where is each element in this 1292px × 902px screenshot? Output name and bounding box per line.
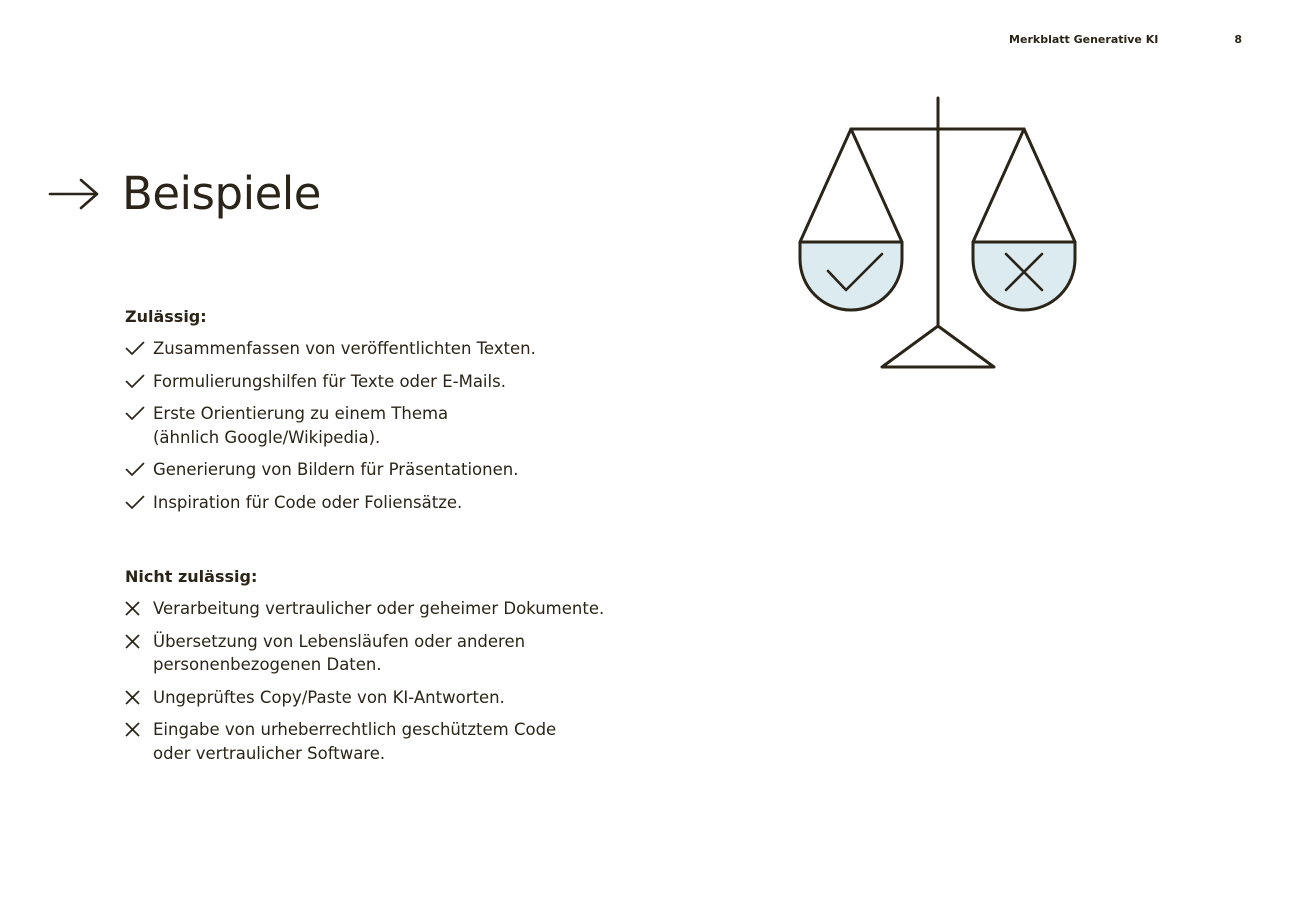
document-title: Merkblatt Generative KI <box>1009 33 1159 46</box>
arrow-right-icon <box>48 177 100 211</box>
list-item-text: Erste Orientierung zu einem Thema (ähnlich Google/Wikipedia). <box>153 404 449 447</box>
denied-list <box>125 597 645 765</box>
check-icon <box>125 491 153 514</box>
check-icon <box>125 402 153 425</box>
list-item <box>125 458 645 482</box>
allowed-section <box>125 306 645 523</box>
list-item <box>125 718 645 765</box>
cross-icon <box>125 597 153 620</box>
denied-section <box>125 566 645 774</box>
check-icon <box>125 458 153 481</box>
cross-icon <box>125 686 153 709</box>
allowed-list <box>125 337 645 514</box>
list-item-text: Ungeprüftes Copy/Paste von KI-Antworten. <box>153 687 505 707</box>
list-item <box>125 630 645 677</box>
list-item <box>125 402 645 449</box>
check-icon <box>125 337 153 360</box>
list-item-text: Formulierungshilfen für Texte oder E-Mails. <box>153 371 506 391</box>
page-number: 8 <box>1234 33 1242 46</box>
title-row <box>48 166 321 222</box>
list-item <box>125 491 645 515</box>
page-header <box>1009 33 1242 46</box>
list-item <box>125 337 645 361</box>
page-title: Beispiele <box>122 167 321 220</box>
cross-icon <box>125 630 153 653</box>
list-item <box>125 597 645 621</box>
list-item-text: Verarbeitung vertraulicher oder geheimer Dokumente. <box>153 599 605 618</box>
list-item-text: Eingabe von urheberrechtlich geschütztem Code oder vertraulicher Software. <box>153 720 557 763</box>
scale-icon <box>796 94 1080 376</box>
list-item-text: Übersetzung von Lebensläufen oder anderen personenbezogenen Daten. <box>153 631 526 674</box>
allowed-heading: Zulässig: <box>125 307 207 326</box>
list-item <box>125 686 645 710</box>
check-icon <box>125 370 153 393</box>
cross-icon <box>125 718 153 741</box>
denied-heading: Nicht zulässig: <box>125 567 258 586</box>
list-item-text: Generierung von Bildern für Präsentationen. <box>153 460 519 479</box>
list-item <box>125 370 645 394</box>
list-item-text: Zusammenfassen von veröffentlichten Texten. <box>153 339 536 358</box>
list-item-text: Inspiration für Code oder Foliensätze. <box>153 492 463 512</box>
